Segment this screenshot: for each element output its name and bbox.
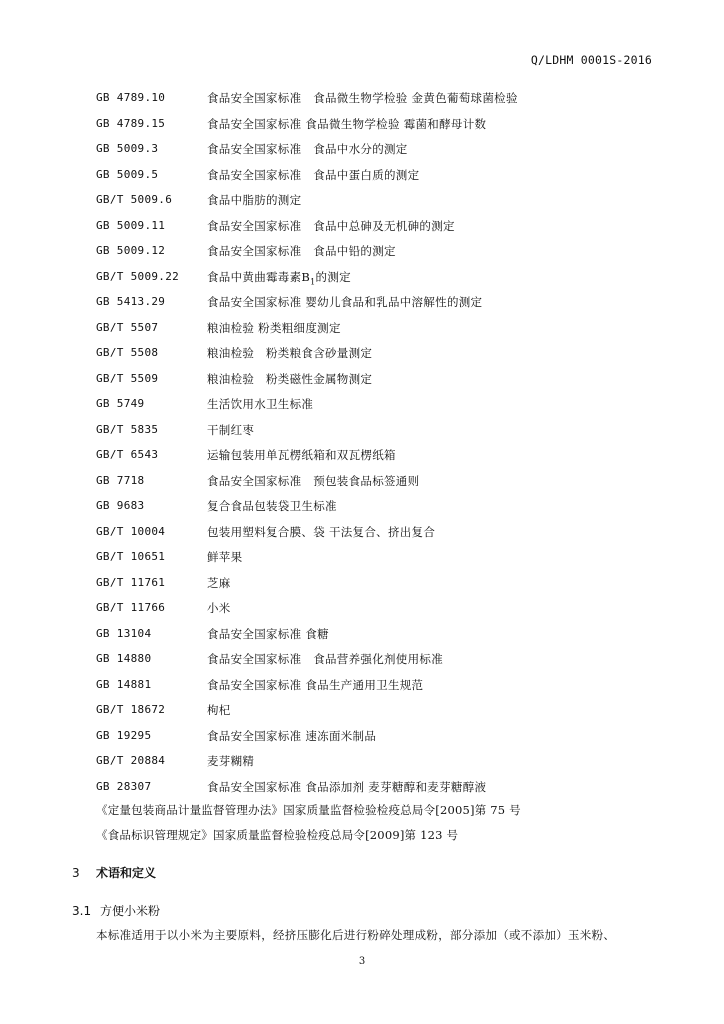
standard-row (0, 573, 724, 599)
standard-code: GB/T 10651 (96, 550, 166, 563)
standard-title-text: 生活饮用水卫生标准 (207, 397, 314, 411)
standard-title (207, 573, 231, 593)
standard-title-text: 食品安全国家标准 食品中水分的测定 (207, 142, 408, 156)
standard-title-text: 食品安全国家标准 食品中总砷及无机砷的测定 (207, 218, 455, 233)
standard-title-text: 食品安全国家标准 婴幼儿食品和乳品中溶解性的测定 (207, 295, 483, 309)
standard-title-text: 粮油检验 粉类粮食含砂量测定 (207, 346, 373, 360)
standard-row (0, 649, 724, 675)
standard-title (207, 471, 419, 491)
section-number: 3 (72, 866, 80, 880)
standard-title (207, 547, 242, 567)
standard-code: GB/T 5009.22 (96, 269, 180, 283)
standard-title-text: 芝麻 (207, 575, 231, 590)
standard-code: GB/T 11766 (96, 601, 166, 614)
standard-title (207, 369, 372, 389)
regulation-reference: 《食品标识管理规定》国家质量监督检验检疫总局令[2009]第 123 号 (96, 828, 459, 842)
standard-title-text: 食品安全国家标准 食品微生物学检验 金黄色葡萄球菌检验 (207, 91, 518, 105)
standard-row (0, 445, 724, 471)
standard-row (0, 241, 724, 267)
standard-title (207, 726, 376, 746)
standard-code: GB 7718 (96, 473, 145, 487)
standard-code: GB 5009.3 (96, 142, 159, 155)
standard-title-text: 小米 (207, 601, 231, 615)
page-number: 3 (358, 956, 366, 967)
standard-row (0, 318, 724, 344)
standard-code: GB 14881 (96, 677, 152, 691)
standard-title (207, 700, 231, 720)
standard-code: GB 5009.5 (96, 167, 159, 181)
standard-row (0, 292, 724, 318)
standard-title-text: 食品安全国家标准 食品中蛋白质的测定 (207, 167, 420, 182)
standard-title (207, 649, 443, 669)
standard-title (207, 522, 435, 542)
standard-title-text: 食品安全国家标准 预包装食品标签通则 (207, 473, 420, 488)
standard-title-text: 食品中黄曲霉毒素B (207, 269, 311, 284)
standard-code: GB 5749 (96, 397, 145, 410)
standard-code: GB 5009.11 (96, 218, 166, 232)
standard-title (207, 241, 396, 261)
standard-title-text: 运输包装用单瓦楞纸箱和双瓦楞纸箱 (207, 448, 396, 462)
standard-code: GB/T 10004 (96, 524, 166, 538)
standard-code: GB/T 5508 (96, 346, 159, 359)
standard-code: GB 9683 (96, 499, 145, 512)
standard-code: GB 19295 (96, 728, 152, 742)
standard-row (0, 420, 724, 446)
standard-title-text: 食品安全国家标准 食品营养强化剂使用标准 (207, 652, 443, 666)
standard-title (207, 139, 408, 159)
standard-row (0, 267, 724, 293)
standard-row (0, 343, 724, 369)
standard-title-text: 鲜苹果 (207, 550, 243, 564)
standard-row (0, 598, 724, 624)
standard-title (207, 496, 337, 516)
standard-title-text: 食品安全国家标准 食糖 (207, 626, 329, 641)
standard-code: GB 13104 (96, 626, 152, 640)
standard-row (0, 700, 724, 726)
standard-title (207, 777, 486, 797)
standard-title (207, 318, 341, 338)
standard-row (0, 522, 724, 548)
standard-title-text: 食品安全国家标准 速冻面米制品 (207, 728, 377, 743)
standard-code: GB/T 18672 (96, 703, 166, 716)
standard-title (207, 394, 313, 414)
standard-row (0, 751, 724, 777)
standard-title-subscript: 1 (310, 276, 316, 286)
standard-title (207, 216, 455, 236)
standard-row (0, 139, 724, 165)
standard-title-text: 复合食品包装袋卫生标准 (207, 499, 337, 513)
subsection-heading (72, 902, 160, 919)
standard-row (0, 369, 724, 395)
standard-row (0, 777, 724, 803)
standard-title (207, 343, 372, 363)
standard-title-text: 食品安全国家标准 食品中铅的测定 (207, 244, 396, 258)
standard-code: GB/T 5509 (96, 371, 159, 385)
section-title: 术语和定义 (96, 866, 157, 880)
standard-row (0, 165, 724, 191)
regulation-reference: 《定量包装商品计量监督管理办法》国家质量监督检验检疫总局令[2005]第 75 号 (96, 803, 521, 817)
standard-code: GB 4789.10 (96, 91, 166, 104)
standard-title-text: 食品安全国家标准 食品微生物学检验 霉菌和酵母计数 (207, 116, 487, 131)
standard-row (0, 190, 724, 216)
standard-row (0, 88, 724, 114)
standard-title (207, 292, 482, 312)
standard-title (207, 420, 254, 440)
standard-title (207, 190, 301, 210)
standard-title-text: 干制红枣 (207, 422, 255, 437)
standard-title-text: 包装用塑料复合膜、袋 干法复合、挤出复合 (207, 524, 436, 539)
standard-title-text: 食品中脂肪的测定 (207, 193, 302, 207)
standard-title (207, 165, 419, 185)
standard-row (0, 471, 724, 497)
standard-code: GB 5009.12 (96, 244, 166, 257)
subsection-title: 方便小米粉 (100, 904, 161, 918)
standard-title (207, 88, 518, 108)
standard-row (0, 216, 724, 242)
normative-references-list (0, 88, 724, 802)
definition-paragraph: 本标准适用于以小米为主要原料，经挤压膨化后进行粉碎处理成粉，部分添加（或不添加）玉米粉、 (96, 928, 616, 942)
standard-code: GB/T 6543 (96, 448, 159, 461)
standard-code: GB/T 5009.6 (96, 193, 173, 206)
subsection-number: 3.1 (72, 904, 92, 918)
standard-code: GB 28307 (96, 779, 152, 793)
standard-code: GB/T 20884 (96, 754, 166, 767)
standard-row (0, 547, 724, 573)
standard-title-text: 粮油检验 粉类磁性金属物测定 (207, 371, 373, 386)
standard-row (0, 624, 724, 650)
document-code-header: Q/LDHM 0001S-2016 (530, 53, 652, 67)
standard-code: GB 4789.15 (96, 116, 166, 130)
standard-title-text: 枸杞 (207, 703, 231, 717)
standard-title (207, 751, 254, 771)
standard-code: GB/T 5835 (96, 422, 159, 436)
standard-title (207, 114, 486, 134)
standard-code: GB 14880 (96, 652, 152, 665)
standard-title (207, 675, 423, 695)
standard-code: GB 5413.29 (96, 295, 166, 308)
standard-title (207, 598, 231, 618)
standard-code: GB/T 11761 (96, 575, 166, 589)
standard-title-text: 粮油检验 粉类粗细度测定 (207, 320, 341, 335)
standard-row (0, 726, 724, 752)
standard-title-suffix: 的测定 (315, 269, 351, 284)
standard-title-text: 食品安全国家标准 食品添加剂 麦芽糖醇和麦芽糖醇液 (207, 779, 487, 794)
standard-title (207, 624, 329, 644)
standard-row (0, 675, 724, 701)
standard-title (207, 445, 396, 465)
standard-code: GB/T 5507 (96, 320, 159, 334)
standard-row (0, 496, 724, 522)
standard-title (207, 267, 351, 292)
standard-row (0, 114, 724, 140)
standard-title-text: 食品安全国家标准 食品生产通用卫生规范 (207, 677, 424, 692)
standard-title-text: 麦芽糊精 (207, 754, 255, 768)
standard-row (0, 394, 724, 420)
section-heading (72, 864, 156, 881)
